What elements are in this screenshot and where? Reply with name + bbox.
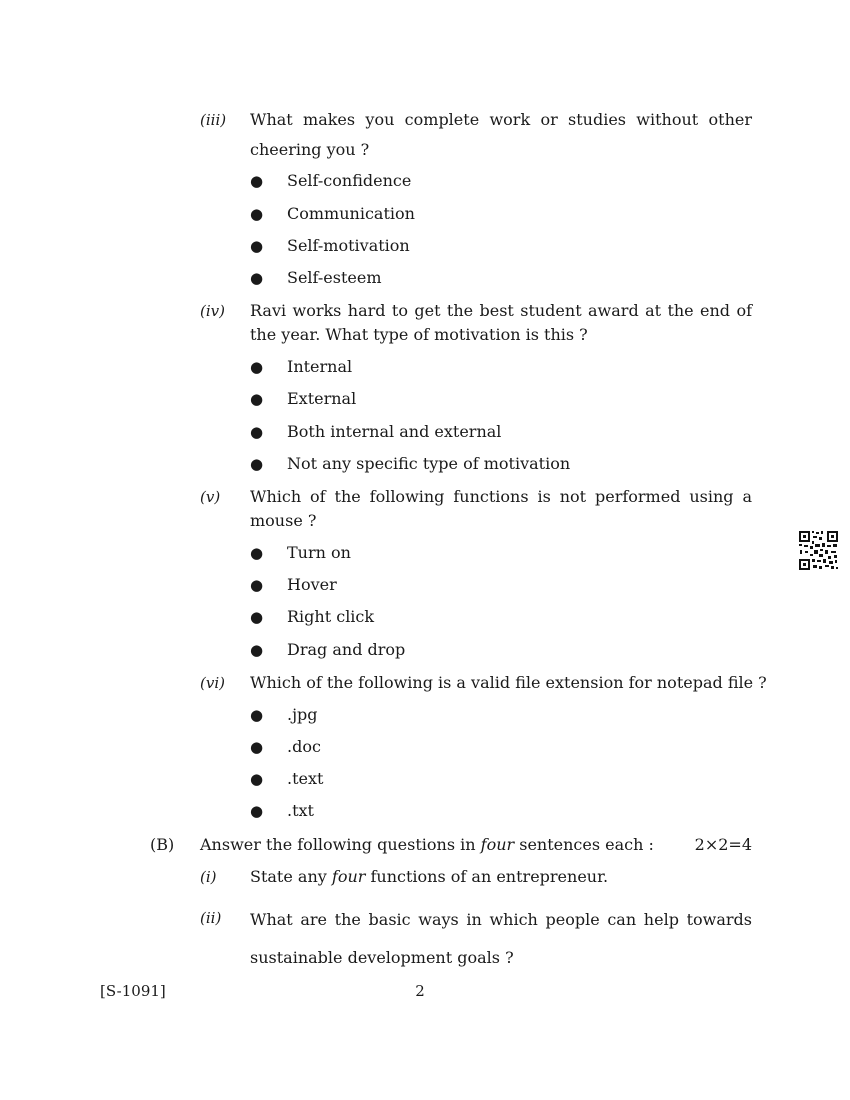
option-item — [250, 356, 352, 378]
option-label: .txt — [287, 801, 314, 820]
option-label: Not any specific type of motivation — [287, 454, 571, 473]
option-item — [250, 267, 382, 289]
option-item — [250, 574, 337, 596]
option-item — [250, 606, 374, 628]
option-item — [250, 736, 321, 758]
option-label: Turn on — [287, 543, 351, 562]
question-number: (v) — [200, 488, 221, 506]
option-item — [250, 421, 501, 443]
option-item — [250, 170, 411, 192]
option-label: .jpg — [287, 705, 318, 724]
bullet-icon: ● — [250, 358, 264, 376]
question-text-pre: State any — [250, 867, 332, 886]
question-text-emphasis: four — [331, 867, 366, 886]
question-text: What are the basic ways in which people can help towards sustainable development goals ? — [250, 910, 752, 967]
option-item — [250, 235, 410, 257]
bullet-icon: ● — [250, 770, 264, 788]
question-text: What makes you complete work or studies without other cheering you ? — [250, 110, 752, 159]
question-text: Which of the following functions is not performed using a mouse ? — [250, 487, 752, 530]
option-item — [250, 388, 356, 410]
instruction-emphasis: four — [480, 835, 515, 854]
bullet-icon: ● — [250, 455, 264, 473]
option-label: Internal — [287, 357, 353, 376]
bullet-icon: ● — [250, 608, 264, 626]
question-text: Ravi works hard to get the best student award at the end of the year. What type of motivation is this ? — [250, 301, 752, 344]
option-item — [250, 639, 405, 661]
question-number: (i) — [200, 868, 217, 886]
option-label: Self-esteem — [287, 268, 382, 287]
question-text: Which of the following is a valid file extension for notepad file ? — [250, 673, 767, 692]
option-label: External — [287, 389, 357, 408]
section-instruction — [200, 834, 654, 856]
question-number: (iii) — [200, 111, 227, 129]
question-number: (vi) — [200, 674, 225, 692]
option-item — [250, 453, 570, 475]
bullet-icon: ● — [250, 390, 264, 408]
option-label: Self-confidence — [287, 171, 412, 190]
bullet-icon: ● — [250, 576, 264, 594]
qr-code-icon — [798, 530, 839, 571]
option-label: .doc — [287, 737, 321, 756]
bullet-icon: ● — [250, 641, 264, 659]
instruction-post: sentences each : — [514, 835, 654, 854]
option-item — [250, 203, 415, 225]
option-label: Both internal and external — [287, 422, 502, 441]
option-item — [250, 704, 318, 726]
instruction-pre: Answer the following questions in — [200, 835, 481, 854]
question-number: (iv) — [200, 302, 225, 320]
option-label: Communication — [287, 204, 415, 223]
bullet-icon: ● — [250, 544, 264, 562]
option-label: Right click — [287, 607, 375, 626]
option-item — [250, 800, 314, 822]
bullet-icon: ● — [250, 802, 264, 820]
option-item — [250, 542, 351, 564]
option-label: Drag and drop — [287, 640, 406, 659]
question-text — [250, 866, 608, 888]
paper-code: [S-1091] — [100, 982, 166, 1000]
bullet-icon: ● — [250, 738, 264, 756]
bullet-icon: ● — [250, 269, 264, 287]
bullet-icon: ● — [250, 706, 264, 724]
question-number: (ii) — [200, 909, 222, 927]
option-label: .text — [287, 769, 324, 788]
page-number: 2 — [415, 982, 425, 1000]
bullet-icon: ● — [250, 205, 264, 223]
option-label: Hover — [287, 575, 337, 594]
option-label: Self-motivation — [287, 236, 410, 255]
bullet-icon: ● — [250, 237, 264, 255]
section-label: (B) — [150, 835, 175, 854]
section-marks: 2×2=4 — [694, 835, 752, 854]
question-text-post: functions of an entrepreneur. — [365, 867, 609, 886]
bullet-icon: ● — [250, 423, 264, 441]
option-item — [250, 768, 323, 790]
bullet-icon: ● — [250, 172, 264, 190]
